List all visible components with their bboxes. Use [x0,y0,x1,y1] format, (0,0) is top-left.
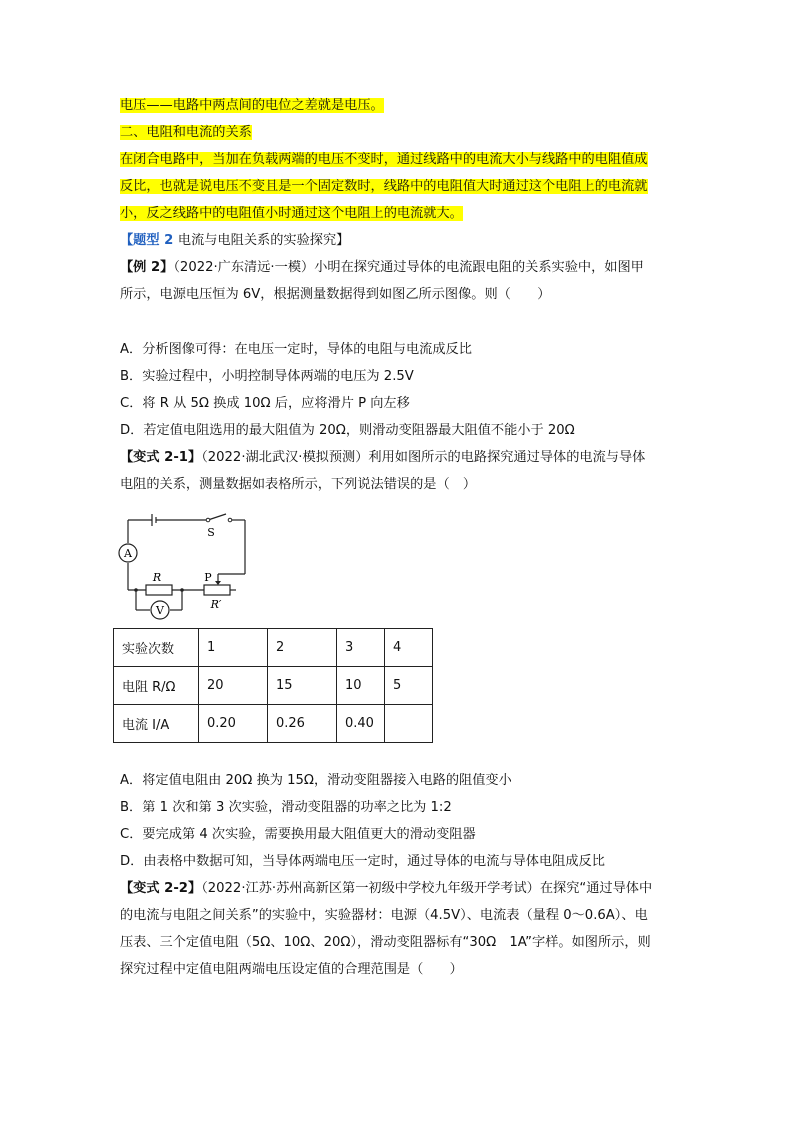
variant21-line-1: 【变式 2-1】（2022·湖北武汉·模拟预测）利用如图所示的电路探究通过导体的电流与导体 [120,450,646,465]
resistor-label: R [152,571,162,584]
table-cell: 0.40 [337,705,385,743]
table-cell: 1 [199,629,268,667]
example2-line-1: 【例 2】（2022·广东清远·一模）小明在探究通过导体的电流跟电阻的关系实验中，如图甲 [120,260,644,275]
paragraph-line-1: 在闭合电路中，当加在负载两端的电压不变时，通过线路中的电流大小与线路中的电阻值成 [120,152,648,167]
topic-heading: 【题型 2 电流与电阻关系的实验探究】 [120,233,350,248]
rheostat-label: R′ [210,598,222,611]
table-row [114,667,433,705]
variant21-line-2: 电阻的关系，测量数据如表格所示，下列说法错误的是（ ） [120,477,477,492]
section-heading: 二、电阻和电流的关系 [120,125,252,140]
example2-option-d: D．若定值电阻选用的最大阻值为 20Ω，则滑动变阻器最大阻值不能小于 20Ω [120,423,575,438]
voltmeter-label: V [156,604,164,617]
table-cell: 2 [268,629,337,667]
table-cell: 实验次数 [114,629,199,667]
example2-option-c: C．将 R 从 5Ω 换成 10Ω 后，应将滑片 P 向左移 [120,396,410,411]
slider-label: P [204,571,212,584]
variant22-line-1: 【变式 2-2】（2022·江苏·苏州高新区第一初级中学校九年级开学考试）在探究“通过导体中 [120,881,653,896]
variant21-option-b: B．第 1 次和第 3 次实验，滑动变阻器的功率之比为 1:2 [120,800,452,815]
variant21-option-c: C．要完成第 4 次实验，需要换用最大阻值更大的滑动变阻器 [120,827,476,842]
table-cell: 电流 I/A [114,705,199,743]
variant22-line-3: 压表、三个定值电阻（5Ω、10Ω、20Ω），滑动变阻器标有“30Ω 1A”字样。如图所示，则 [120,935,651,950]
circuit-diagram [112,510,257,625]
table-cell: 3 [337,629,385,667]
ammeter-label: A [124,547,132,560]
table-cell: 0.20 [199,705,268,743]
table-cell: 10 [337,667,385,705]
paragraph-line-3: 小，反之线路中的电阻值小时通过这个电阻上的电流就大。 [120,206,463,221]
table-cell: 5 [385,667,433,705]
table-row [114,629,433,667]
table-cell [385,705,433,743]
example2-option-b: B．实验过程中，小明控制导体两端的电压为 2.5V [120,369,414,384]
data-table [113,628,433,743]
example2-option-a: A．分析图像可得：在电压一定时，导体的电阻与电流成反比 [120,342,472,357]
table-cell: 15 [268,667,337,705]
table-cell: 0.26 [268,705,337,743]
table-cell: 20 [199,667,268,705]
example2-line-2: 所示，电源电压恒为 6V，根据测量数据得到如图乙所示图像。则（ ） [120,287,551,302]
table-cell: 电阻 R/Ω [114,667,199,705]
variant22-line-2: 的电流与电阻之间关系”的实验中，实验器材：电源（4.5V）、电流表（量程 0～0.6A）、电 [120,908,648,923]
variant21-option-a: A．将定值电阻由 20Ω 换为 15Ω，滑动变阻器接入电路的阻值变小 [120,773,512,788]
variant22-line-4: 探究过程中定值电阻两端电压设定值的合理范围是（ ） [120,962,463,977]
switch-label: S [207,526,215,539]
table-row [114,705,433,743]
table-cell: 4 [385,629,433,667]
voltage-definition: 电压——电路中两点间的电位之差就是电压。 [120,98,384,113]
paragraph-line-2: 反比，也就是说电压不变且是一个固定数时，线路中的电阻值大时通过这个电阻上的电流就 [120,179,648,194]
variant21-option-d: D．由表格中数据可知，当导体两端电压一定时，通过导体的电流与导体电阻成反比 [120,854,605,869]
